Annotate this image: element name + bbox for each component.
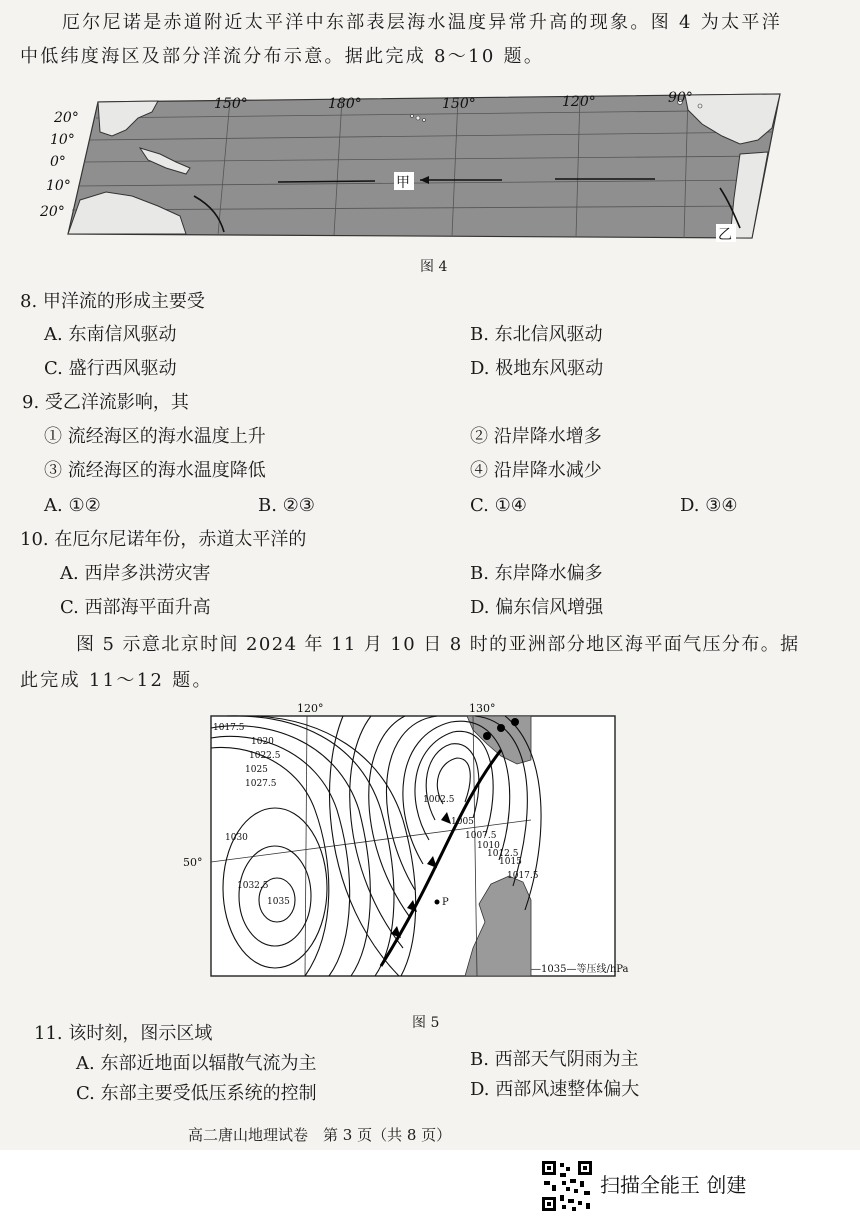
- figure-4-caption: 图 4: [420, 259, 448, 275]
- lon-label: 90°: [668, 90, 693, 106]
- q8-option-c: C. 盛行西风驱动: [44, 358, 177, 379]
- isobar-label: 1020: [251, 737, 274, 747]
- lat-label: 10°: [46, 178, 71, 194]
- q8-option-a: A. 东南信风驱动: [44, 324, 177, 345]
- isobar-label: 1017.5: [213, 723, 245, 733]
- isobar-label: 1007.5: [465, 831, 497, 841]
- q11-option-b: B. 西部天气阴雨为主: [470, 1049, 639, 1070]
- figure-4-pacific-map: [40, 88, 790, 248]
- current-jia-label: 甲: [396, 175, 410, 191]
- q10-option-b: B. 东岸降水偏多: [470, 563, 603, 584]
- lat-label: 0°: [50, 154, 66, 170]
- q10-option-c: C. 西部海平面升高: [60, 597, 211, 618]
- lon-label: 150°: [442, 96, 476, 112]
- qr-code-icon: [540, 1159, 594, 1213]
- isobar-label: 1025: [245, 765, 268, 775]
- page-footer: 高二唐山地理试卷 第 3 页（共 8 页）: [188, 1126, 452, 1144]
- intro-fig5-line1: 图 5 示意北京时间 2024 年 11 月 10 日 8 时的亚洲部分地区海平面气压分布。据: [76, 634, 800, 655]
- lat-label: 20°: [54, 110, 79, 126]
- lat-label: 20°: [40, 204, 65, 220]
- isobar-label: 1017.5: [507, 871, 539, 881]
- q8-stem: 8. 甲洋流的形成主要受: [20, 291, 205, 312]
- current-yi-label: 乙: [718, 227, 732, 243]
- lon-130-label: 130°: [469, 702, 496, 715]
- isobar-label: 1015: [499, 857, 522, 867]
- isobar-legend: —1035—等压线/hPa: [531, 964, 629, 975]
- q9-option-c: C. ①④: [470, 495, 527, 516]
- point-p-label: P: [442, 897, 449, 908]
- lon-label: 180°: [328, 96, 362, 112]
- isobar-label: 1022.5: [249, 751, 281, 761]
- lon-label: 150°: [214, 96, 248, 112]
- q11-option-a: A. 东部近地面以辐散气流为主: [76, 1053, 317, 1074]
- isobar-label: 1030: [225, 833, 248, 843]
- q11-option-c: C. 东部主要受低压系统的控制: [76, 1083, 317, 1104]
- q9-option-a: A. ①②: [44, 495, 101, 516]
- q9-option-d: D. ③④: [680, 495, 738, 516]
- q11-option-d: D. 西部风速整体偏大: [470, 1079, 640, 1100]
- intro-enso-line1: 厄尔尼诺是赤道附近太平洋中东部表层海水温度异常升高的现象。图 4 为太平洋: [62, 12, 782, 33]
- q9-statement-1: ① 流经海区的海水温度上升: [44, 426, 266, 447]
- isobar-label: 1032.5: [237, 881, 269, 891]
- isobar-label: 1027.5: [245, 779, 277, 789]
- q9-statement-2: ② 沿岸降水增多: [470, 426, 602, 447]
- isobar-label: 1010: [477, 841, 500, 851]
- scanner-brand-text: 扫描全能王 创建: [600, 1173, 747, 1197]
- isobar-label: 1002.5: [423, 795, 455, 805]
- q11-stem: 11. 该时刻，图示区域: [34, 1023, 213, 1044]
- intro-fig5-line2: 此完成 11～12 题。: [20, 670, 213, 691]
- lat-50-label: 50°: [183, 856, 203, 869]
- point-p-marker: [435, 900, 440, 905]
- q10-stem: 10. 在厄尔尼诺年份，赤道太平洋的: [20, 529, 307, 550]
- q8-option-d: D. 极地东风驱动: [470, 358, 604, 379]
- lon-label: 120°: [562, 94, 596, 110]
- lat-label: 10°: [50, 132, 75, 148]
- isobar-label: 1035: [267, 897, 290, 907]
- figure-5-caption: 图 5: [412, 1015, 440, 1031]
- q9-statement-3: ③ 流经海区的海水温度降低: [44, 460, 266, 481]
- q8-option-b: B. 东北信风驱动: [470, 324, 603, 345]
- q10-option-a: A. 西岸多洪涝灾害: [60, 563, 211, 584]
- scanner-watermark: [540, 1155, 860, 1217]
- q10-option-d: D. 偏东信风增强: [470, 597, 604, 618]
- isobar-label: 1005: [451, 817, 474, 827]
- figure-5-isobar-map: [183, 700, 645, 1010]
- isobar-label: 1012.5: [487, 849, 519, 859]
- q9-statement-4: ④ 沿岸降水减少: [470, 460, 602, 481]
- latitude-labels: [39, 110, 79, 220]
- intro-enso-line2: 中低纬度海区及部分洋流分布示意。据此完成 8～10 题。: [20, 46, 545, 67]
- current-line-west: [278, 181, 375, 182]
- q9-stem: 9. 受乙洋流影响，其: [22, 392, 189, 413]
- lon-120-label: 120°: [297, 702, 324, 715]
- q9-option-b: B. ②③: [258, 495, 315, 516]
